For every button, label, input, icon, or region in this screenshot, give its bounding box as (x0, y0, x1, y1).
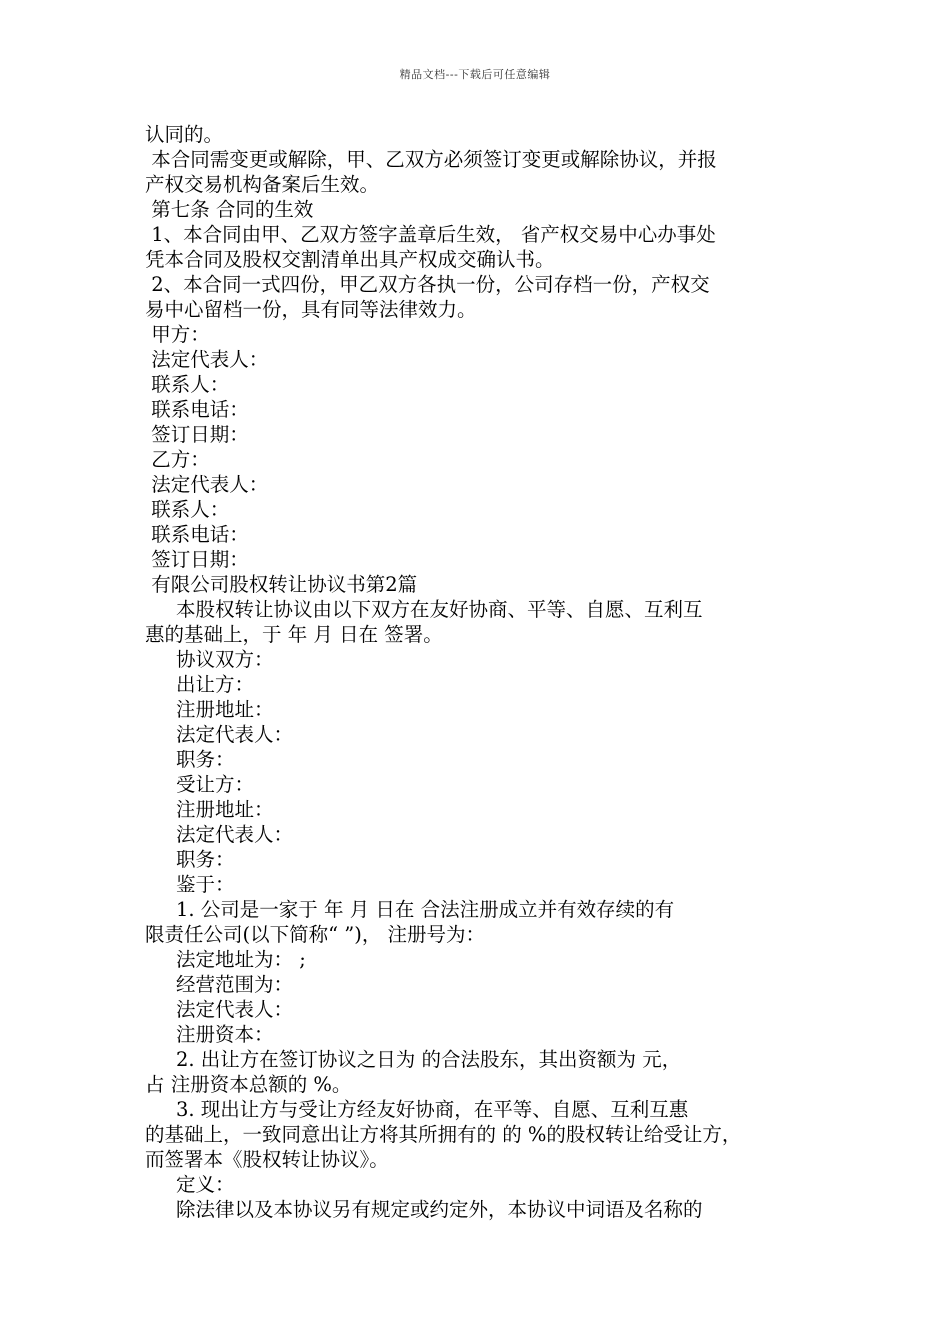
text-line: 职务： (145, 848, 235, 871)
text-line: 法定地址为： ; (145, 948, 306, 971)
text-line: 协议双方： (145, 648, 274, 671)
text-line: 出让方： (145, 673, 254, 696)
text-line: 法定代表人： (145, 998, 293, 1021)
text-line: 法定代表人： (145, 473, 269, 496)
text-line: 乙方： (145, 448, 210, 471)
text-line: 甲方： (145, 323, 210, 346)
text-line: 法定代表人： (145, 348, 269, 371)
text-line: 注册地址： (145, 698, 274, 721)
section-title: 有限公司股权转让协议书第2篇 (145, 573, 418, 596)
text-line: 易中心留档一份，具有同等法律效力。 (145, 298, 477, 321)
text-line: 3. 现出让方与受让方经友好协商，在平等、自愿、互利互惠 (145, 1098, 689, 1121)
page-header: 精品文档---下载后可任意编辑 (399, 68, 551, 81)
text-line: 联系电话： (145, 398, 249, 421)
text-line: 限责任公司(以下简称“ ”)， 注册号为： (145, 923, 486, 946)
text-line: 本股权转让协议由以下双方在友好协商、平等、自愿、互利互 (145, 598, 703, 621)
text-line: 第七条 合同的生效 (145, 198, 314, 221)
text-line: 本合同需变更或解除，甲、乙双方必须签订变更或解除协议，并报 (145, 148, 717, 171)
text-line: 鉴于： (145, 873, 235, 896)
text-line: 法定代表人： (145, 723, 293, 746)
text-line: 占 注册资本总额的 %。 (145, 1073, 352, 1096)
text-line: 签订日期： (145, 423, 249, 446)
text-line: 除法律以及本协议另有规定或约定外，本协议中词语及名称的 (145, 1198, 703, 1221)
document-body (145, 122, 815, 1222)
text-line: 而签署本《股权转让协议》。 (145, 1148, 389, 1171)
text-line: 2. 出让方在签订协议之日为 的合法股东，其出资额为 元， (145, 1048, 682, 1071)
text-line: 的基础上，一致同意出让方将其所拥有的 的 %的股权转让给受让方， (145, 1123, 742, 1146)
text-line: 1、本合同由甲、乙双方签字盖章后生效， 省产权交易中心办事处 (145, 223, 716, 246)
text-line: 1. 公司是一家于 年 月 日在 合法注册成立并有效存续的有 (145, 898, 675, 921)
text-line: 凭本合同及股权交割清单出具产权成交确认书。 (145, 248, 555, 271)
text-line: 法定代表人： (145, 823, 293, 846)
text-line: 受让方： (145, 773, 254, 796)
text-line: 职务： (145, 748, 235, 771)
text-line: 联系人： (145, 373, 230, 396)
text-line: 定义： (145, 1173, 235, 1196)
text-line: 联系电话： (145, 523, 249, 546)
text-line: 签订日期： (145, 548, 249, 571)
text-line: 注册地址： (145, 798, 274, 821)
text-line: 2、本合同一式四份，甲乙双方各执一份，公司存档一份，产权交 (145, 273, 710, 296)
text-line: 注册资本： (145, 1023, 274, 1046)
text-line: 认同的。 (145, 123, 224, 146)
text-line: 联系人： (145, 498, 230, 521)
text-line: 产权交易机构备案后生效。 (145, 173, 380, 196)
text-line: 惠的基础上，于 年 月 日在 签署。 (145, 623, 443, 646)
text-line: 经营范围为： (145, 973, 293, 996)
